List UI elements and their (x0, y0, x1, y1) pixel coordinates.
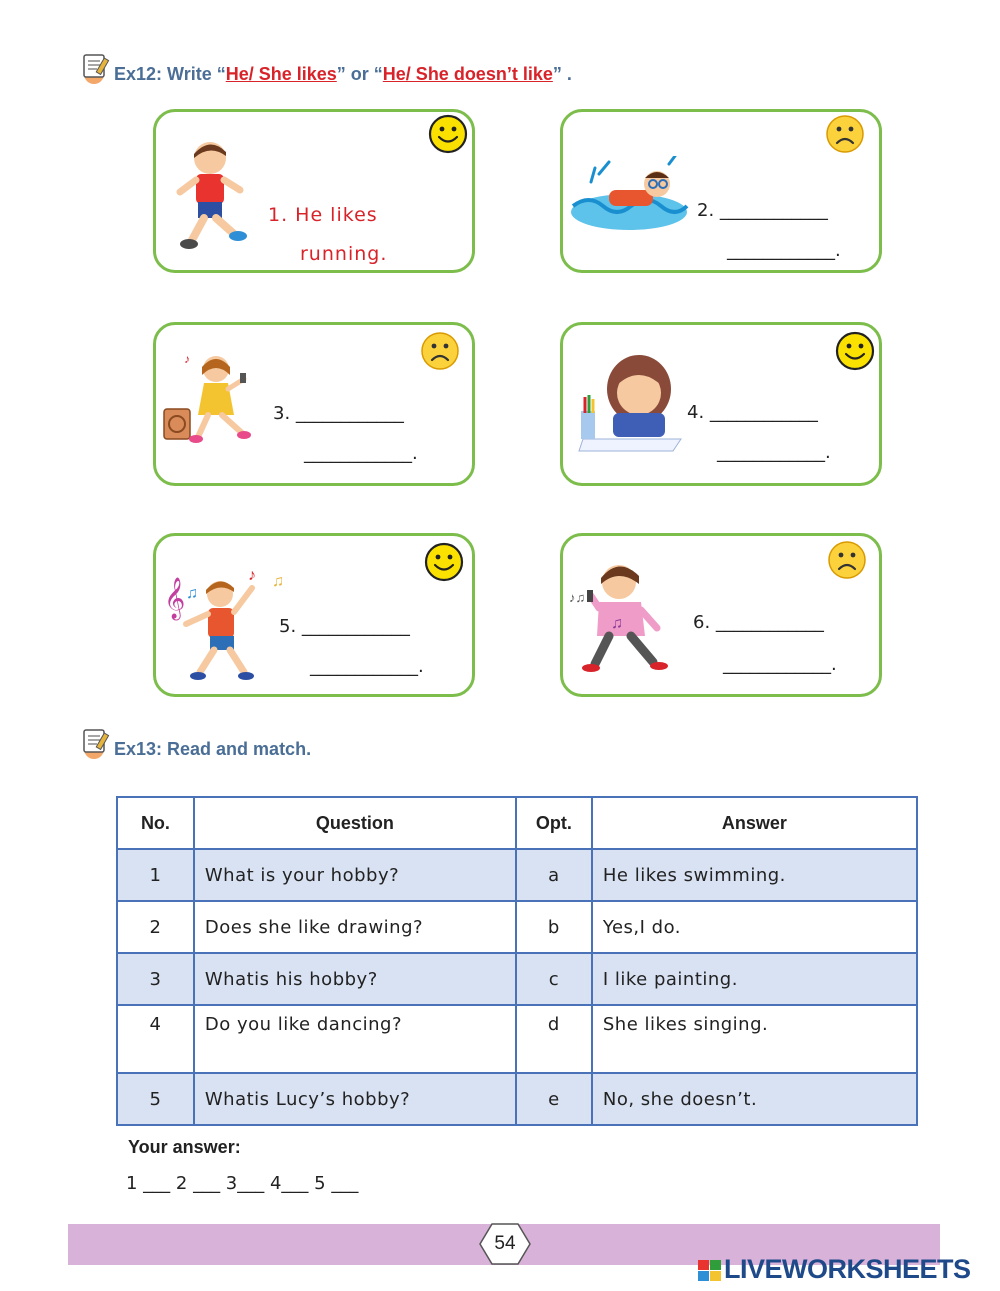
card-1-line-1: 1. He likes (268, 204, 378, 226)
row-answer: No, she doesn’t. (592, 1073, 917, 1125)
card-5-blank-2: ____________. (310, 656, 424, 677)
svg-text:𝄞: 𝄞 (164, 577, 186, 618)
table-row (117, 849, 917, 901)
row-question: What is your hobby? (194, 849, 516, 901)
ex12-option-doesnt-like: He/ She doesn’t like (382, 64, 553, 84)
header-opt: Opt. (516, 797, 592, 849)
notebook-pencil-icon (80, 727, 110, 759)
ex12-prefix: Ex12: Write “ (114, 64, 226, 84)
ex12-middle: ” or “ (336, 64, 383, 84)
row-opt: c (516, 953, 592, 1005)
header-no: No. (117, 797, 194, 849)
card-2-blank-2: ____________. (727, 240, 841, 261)
header-answer: Answer (592, 797, 917, 849)
row-opt: b (516, 901, 592, 953)
row-no: 3 (117, 953, 194, 1005)
svg-text:♫: ♫ (272, 573, 284, 590)
exercise-card-3 (153, 322, 475, 486)
row-answer: He likes swimming. (592, 849, 917, 901)
svg-text:♪: ♪ (184, 353, 190, 366)
happy-face-icon (428, 114, 468, 154)
boy-singing-picture (569, 556, 679, 674)
card-5-blank-1: 5. ____________ (279, 616, 410, 637)
girl-swimming-picture (569, 156, 689, 234)
card-6-blank-2: ____________. (723, 654, 837, 675)
row-question: Does she like drawing? (194, 901, 516, 953)
row-no: 2 (117, 901, 194, 953)
ex12-title (114, 64, 572, 85)
boy-running-picture (174, 136, 254, 254)
row-opt: a (516, 849, 592, 901)
answer-blanks: 1 ___ 2 ___ 3___ 4___ 5 ___ (126, 1173, 359, 1194)
row-answer: She likes singing. (592, 1005, 917, 1073)
sad-face-icon (827, 540, 867, 580)
sad-face-icon (825, 114, 865, 154)
table-row (117, 1073, 917, 1125)
girl-singing-picture (162, 353, 258, 445)
header-question: Question (194, 797, 516, 849)
girl-drawing-picture (577, 353, 687, 453)
svg-text:♪♫: ♪♫ (569, 590, 586, 605)
table-row (117, 901, 917, 953)
card-6-blank-1: 6. ____________ (693, 612, 824, 633)
exercise-card-6 (560, 533, 882, 697)
table-row (117, 1005, 917, 1073)
svg-text:♫: ♫ (611, 615, 623, 632)
card-3-blank-2: ____________. (304, 443, 418, 464)
row-question: Whatis his hobby? (194, 953, 516, 1005)
svg-text:♪: ♪ (248, 567, 256, 584)
row-opt: e (516, 1073, 592, 1125)
exercise-card-2 (560, 109, 882, 273)
row-answer: I like painting. (592, 953, 917, 1005)
card-4-blank-1: 4. ____________ (687, 402, 818, 423)
table-header-row (117, 797, 917, 849)
boy-dancing-picture (162, 566, 292, 684)
table-row (117, 953, 917, 1005)
card-2-blank-1: 2. ____________ (697, 200, 828, 221)
exercise-card-5 (153, 533, 475, 697)
row-no: 1 (117, 849, 194, 901)
exercise-card-4 (560, 322, 882, 486)
match-table (116, 796, 918, 1126)
row-no: 5 (117, 1073, 194, 1125)
ex12-option-likes: He/ She likes (225, 64, 337, 84)
row-answer: Yes,I do. (592, 901, 917, 953)
svg-text:♫: ♫ (186, 585, 198, 602)
row-question: Whatis Lucy’s hobby? (194, 1073, 516, 1125)
row-opt: d (516, 1005, 592, 1073)
exercise-card-1 (153, 109, 475, 273)
page-number: 54 (494, 1233, 516, 1254)
card-4-blank-2: ____________. (717, 442, 831, 463)
ex12-suffix: ” . (552, 64, 572, 84)
your-answer-label: Your answer: (128, 1137, 241, 1157)
row-no: 4 (117, 1005, 194, 1073)
ex13-title: Ex13: Read and match. (114, 739, 312, 759)
liveworksheets-logo-text: LIVEWORKSHEETS (724, 1254, 971, 1284)
happy-face-icon (835, 331, 875, 371)
card-3-blank-1: 3. ____________ (273, 403, 404, 424)
happy-face-icon (424, 542, 464, 582)
sad-face-icon (420, 331, 460, 371)
card-1-line-2: running. (300, 243, 388, 265)
liveworksheets-logo-icon (698, 1260, 722, 1282)
row-question: Do you like dancing? (194, 1005, 516, 1073)
notebook-pencil-icon (80, 52, 110, 84)
